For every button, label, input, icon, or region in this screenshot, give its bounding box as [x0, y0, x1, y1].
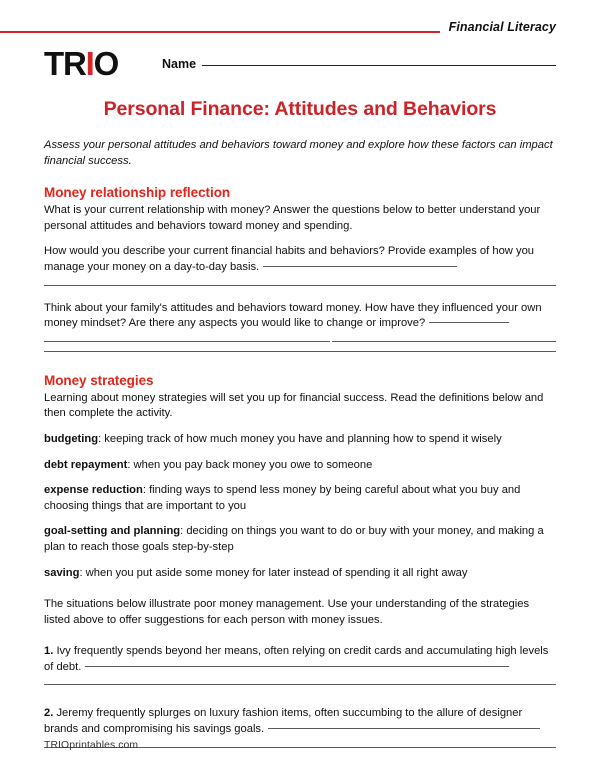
trio-logo — [44, 47, 118, 81]
activity-item-1-write-line-2[interactable] — [44, 684, 556, 685]
question-1-prompt — [44, 244, 556, 275]
name-write-line[interactable] — [202, 65, 556, 66]
spacer — [44, 361, 556, 373]
activity-item-2-text: Jeremy frequently splurges on luxury fashion items, often succumbing to the allure of designer brands and compromising his savings goals. — [44, 707, 523, 736]
activity-item-1-text: Ivy frequently spends beyond her means, often relying on credit cards and accumulating high levels of debt. — [44, 645, 549, 673]
question-2-inline-write-line[interactable] — [429, 322, 509, 323]
top-banner — [0, 22, 600, 42]
activity-item-2-inline-write-line[interactable] — [268, 728, 540, 729]
worksheet-body — [44, 138, 556, 757]
spacer — [44, 694, 556, 706]
definition-term: debt repayment — [44, 458, 128, 471]
banner-red-rule — [0, 31, 440, 33]
section2-intro: Learning about money strategies will set you up for financial success. Read the definitions below and then complete the activity. — [44, 391, 544, 420]
definition-term: budgeting — [44, 432, 99, 445]
logo-text-tr: TR — [44, 45, 86, 82]
question-1-inline-write-line[interactable] — [263, 266, 457, 267]
section-heading-money-strategies: Money strategies — [44, 372, 154, 388]
activity-item-1 — [44, 644, 556, 675]
header-row — [44, 45, 556, 86]
activity-item-1-number: 1. — [44, 645, 54, 658]
question-2-write-line-2[interactable] — [44, 341, 556, 342]
definition-text: : when you pay back money you owe to someone — [127, 458, 373, 471]
logo-text-i: I — [85, 45, 94, 82]
activity-item-1-inline-write-line[interactable] — [85, 666, 509, 667]
page-title: Personal Finance: Attitudes and Behaviors — [103, 98, 497, 120]
definition-text: : when you put aside some money for later instead of spending it all right away — [79, 566, 468, 579]
section-heading-money-relationship: Money relationship reflection — [44, 185, 231, 201]
activity-intro: The situations below illustrate poor money management. Use your understanding of the strategies listed above to offer suggestions for each person with money issues. — [44, 598, 530, 626]
question-2-prompt — [44, 301, 556, 332]
definition-text: : keeping track of how much money you have and planning how to spend it wisely — [98, 432, 502, 445]
name-label: Name — [162, 57, 197, 71]
footer-site-label: TRIOprintables.com — [44, 740, 139, 751]
definition-text: : deciding on things you want to do or buy with your money, and making a plan to reach those goals step-by-step — [44, 525, 544, 553]
definition-item — [44, 483, 556, 514]
definition-item — [44, 524, 556, 555]
definition-text: : finding ways to spend less money by being careful about what you buy and choosing things that are important to you — [44, 484, 521, 512]
activity-item-2-number: 2. — [44, 707, 54, 720]
question-1-write-line-2[interactable] — [44, 285, 556, 286]
question-2-text: Think about your family's attitudes and behaviors toward money. How have they influenced your own money mindset? Are there any aspects you would like to change or improve? — [44, 301, 542, 330]
definition-item — [44, 458, 556, 474]
lead-instructions: Assess your personal attitudes and behaviors toward money and explore how these factors can impact financial success. — [44, 139, 553, 167]
question-2-write-line-3[interactable] — [44, 351, 556, 352]
section1-intro: What is your current relationship with money? Answer the questions below to better understand your personal attitudes and behaviors toward money and spending. — [44, 204, 541, 232]
definition-term: saving — [44, 566, 80, 579]
activity-item-2 — [44, 706, 556, 737]
definition-item — [44, 432, 556, 448]
logo-text-o: O — [93, 45, 119, 82]
definition-term: goal-setting and planning — [44, 525, 181, 538]
name-field[interactable] — [162, 57, 556, 71]
definition-term: expense reduction — [44, 484, 143, 497]
definition-item — [44, 566, 556, 582]
subject-label: Financial Literacy — [448, 20, 556, 34]
question-1-text: How would you describe your current financial habits and behaviors? Provide examples of how you manage your money on a day-to-day basis. — [44, 245, 535, 273]
